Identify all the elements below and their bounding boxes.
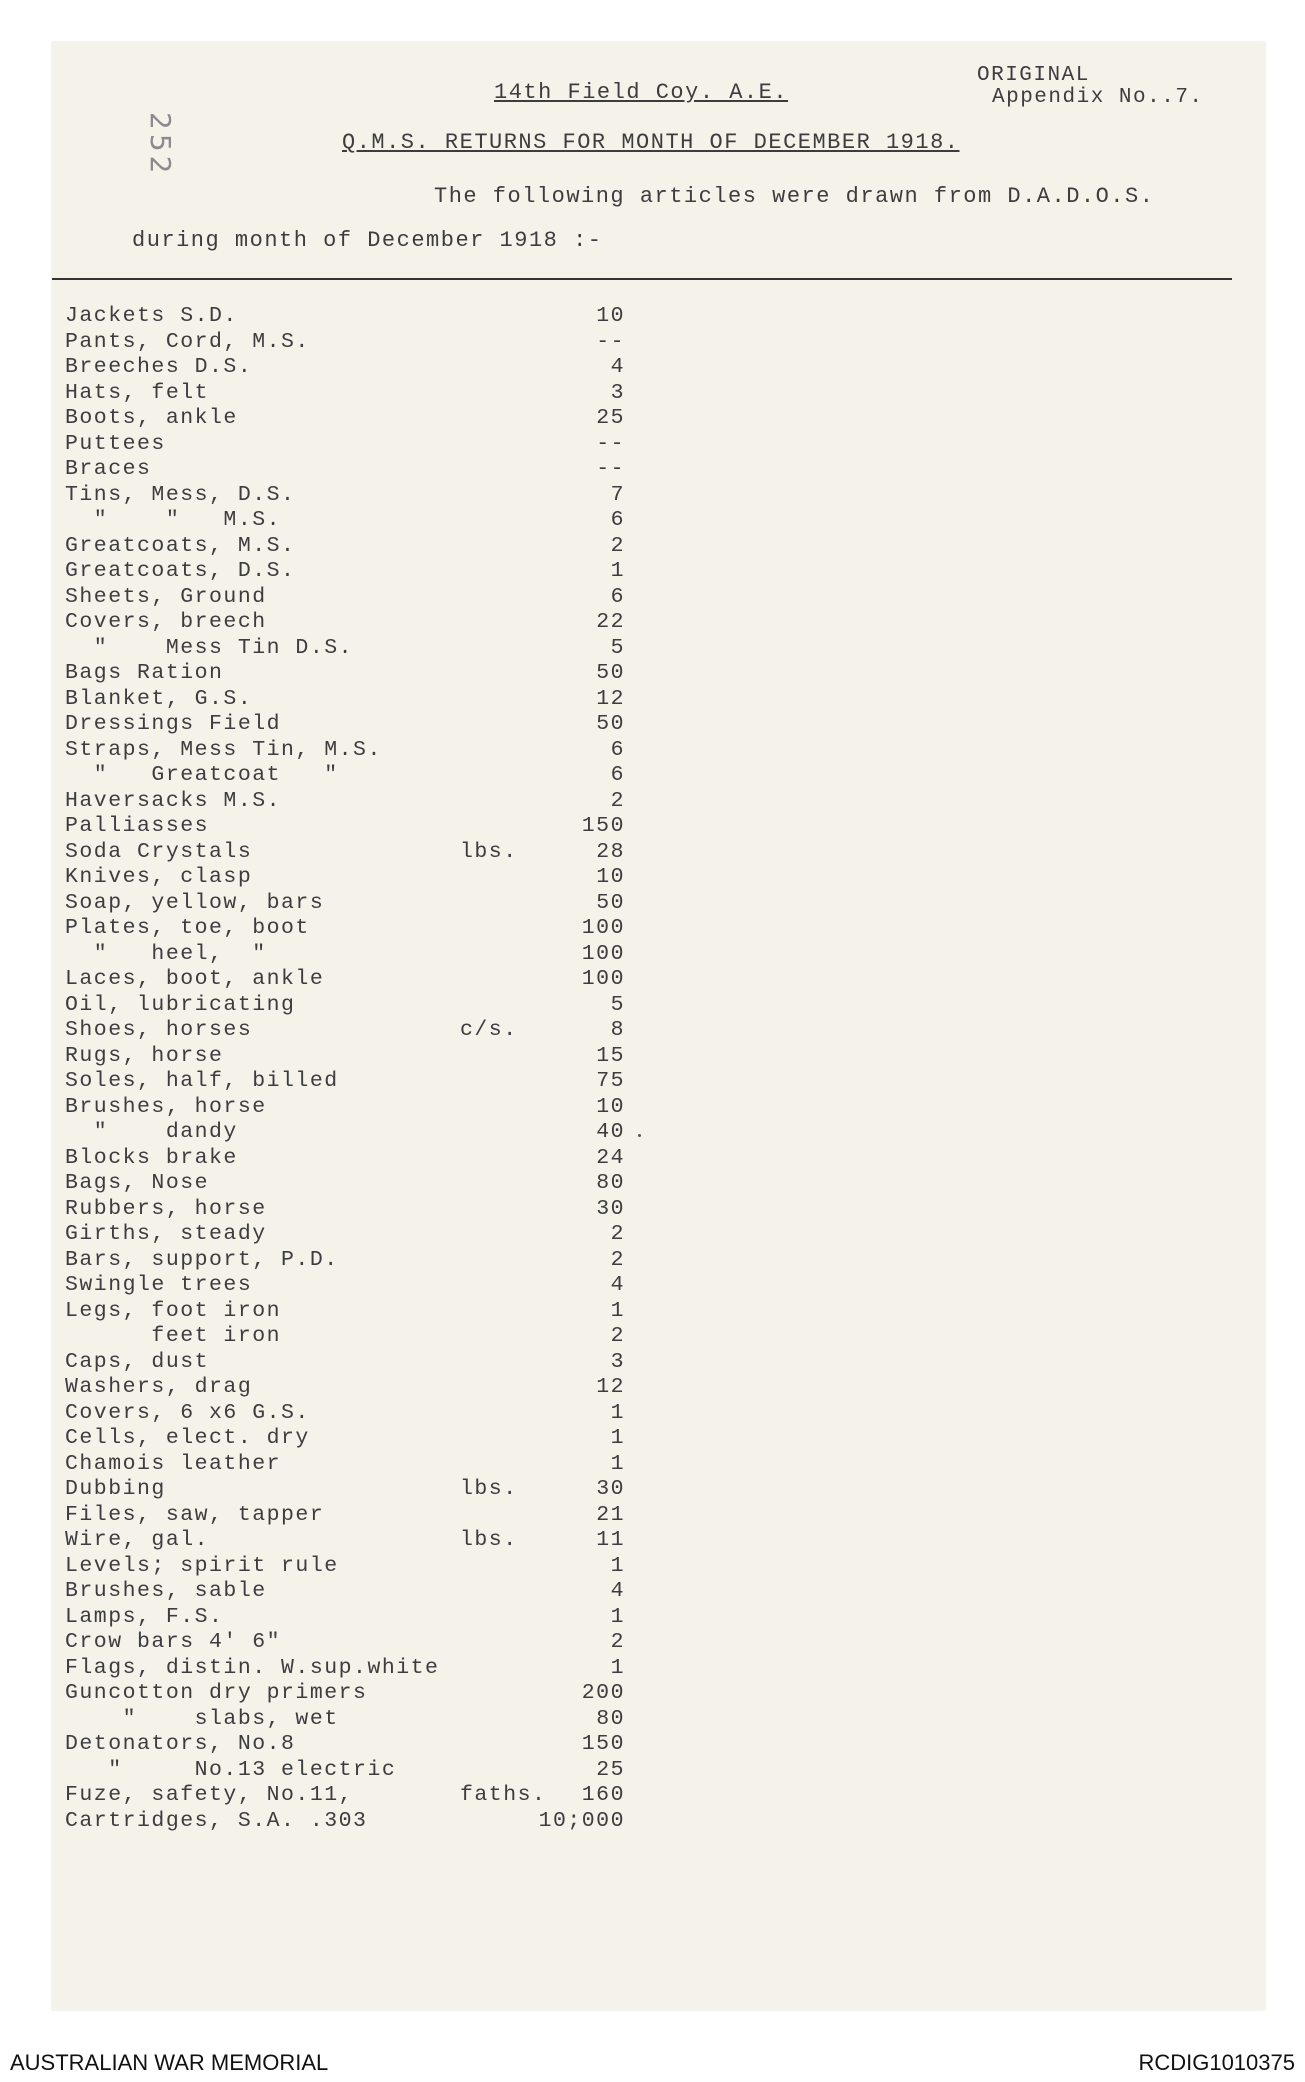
item-quantity: 2 <box>610 1324 625 1348</box>
item-quantity: 30 <box>596 1196 625 1221</box>
item-name: Cells, elect. dry <box>65 1426 310 1450</box>
list-item <box>65 1477 625 1503</box>
item-name: Covers, 6 x6 G.S. <box>65 1400 310 1425</box>
item-name: Swingle trees <box>65 1273 253 1297</box>
item-name: Crow bars 4' 6" <box>65 1630 282 1654</box>
intro-line-2: during month of December 1918 :- <box>132 228 603 253</box>
item-quantity: 22 <box>596 610 625 634</box>
item-quantity: 150 <box>581 1732 625 1756</box>
item-name: Blocks brake <box>65 1145 238 1170</box>
item-name: Haversacks M.S. <box>65 788 282 813</box>
item-name: Dubbing <box>65 1477 166 1501</box>
item-quantity: 100 <box>581 941 625 966</box>
item-quantity: 2 <box>610 1247 625 1272</box>
item-quantity: 25 <box>596 406 625 430</box>
item-name: Greatcoats, D.S. <box>65 559 296 583</box>
item-quantity: 25 <box>596 1757 625 1782</box>
item-name: feet iron <box>65 1324 282 1348</box>
item-name: Levels; spirit rule <box>65 1553 339 1578</box>
list-item <box>65 1146 625 1172</box>
appendix-label: Appendix No..7. <box>992 86 1204 109</box>
item-quantity: 100 <box>581 967 625 991</box>
list-item <box>65 814 625 840</box>
item-unit: faths. <box>460 1783 547 1807</box>
item-quantity: 10 <box>596 865 625 889</box>
item-quantity: 11 <box>596 1528 625 1552</box>
item-name: Chamois leather <box>65 1451 282 1476</box>
item-name: Soda Crystals <box>65 839 253 864</box>
item-name: " heel, " <box>65 941 267 966</box>
item-unit: lbs. <box>460 839 518 864</box>
item-name: Rubbers, horse <box>65 1196 267 1221</box>
list-item <box>65 1401 625 1427</box>
item-unit: c/s. <box>460 1018 518 1042</box>
list-item <box>65 355 625 381</box>
list-item <box>65 1426 625 1452</box>
item-quantity: 75 <box>596 1069 625 1093</box>
item-name: " " M.S. <box>65 508 282 532</box>
archive-reference: RCDIG1010375 <box>1138 2050 1295 2075</box>
item-quantity: 80 <box>596 1706 625 1731</box>
list-item <box>65 1605 625 1631</box>
list-item <box>65 1299 625 1325</box>
list-item <box>65 763 625 789</box>
list-item <box>65 1707 625 1733</box>
item-quantity: -- <box>596 457 625 481</box>
item-name: " dandy <box>65 1120 238 1144</box>
list-item <box>65 1120 625 1146</box>
item-name: Brushes, sable <box>65 1579 267 1603</box>
item-name: " No.13 electric <box>65 1757 397 1782</box>
item-quantity: 30 <box>596 1477 625 1501</box>
item-name: Fuze, safety, No.11, <box>65 1783 354 1807</box>
item-quantity: 24 <box>596 1145 625 1170</box>
list-item <box>65 967 625 993</box>
item-quantity: 50 <box>596 712 625 736</box>
list-item <box>65 508 625 534</box>
original-stamp-text: ORIGINAL <box>977 64 1090 87</box>
item-name: Caps, dust <box>65 1349 210 1374</box>
item-name: Lamps, F.S. <box>65 1604 224 1629</box>
list-item <box>65 1681 625 1707</box>
list-item <box>65 610 625 636</box>
list-item <box>65 789 625 815</box>
list-item <box>65 585 625 611</box>
list-item <box>65 1069 625 1095</box>
item-name: " Mess Tin D.S. <box>65 635 354 660</box>
list-item <box>65 457 625 483</box>
list-item <box>65 1324 625 1350</box>
list-item <box>65 483 625 509</box>
list-item <box>65 1528 625 1554</box>
item-name: Soap, yellow, bars <box>65 890 325 915</box>
item-name: Covers, breech <box>65 610 267 634</box>
item-name: Plates, toe, boot <box>65 916 310 940</box>
list-item <box>65 1656 625 1682</box>
list-item <box>65 687 625 713</box>
item-name: Wire, gal. <box>65 1528 210 1552</box>
item-quantity: 1 <box>610 1655 625 1680</box>
item-quantity: 6 <box>610 584 625 609</box>
ink-speck <box>638 1134 641 1137</box>
item-quantity: 4 <box>610 355 625 379</box>
list-item <box>65 712 625 738</box>
list-item <box>65 916 625 942</box>
item-quantity: -- <box>596 431 625 456</box>
item-quantity: 6 <box>610 737 625 762</box>
item-unit: lbs. <box>460 1528 518 1552</box>
item-quantity: 7 <box>610 482 625 507</box>
item-name: Brushes, horse <box>65 1094 267 1119</box>
list-item <box>65 1452 625 1478</box>
item-quantity: 1 <box>610 1298 625 1323</box>
item-name: Boots, ankle <box>65 406 238 430</box>
list-item <box>65 1273 625 1299</box>
item-name: Flags, distin. W.sup.white <box>65 1655 440 1680</box>
item-name: Laces, boot, ankle <box>65 967 325 991</box>
item-quantity: 10 <box>596 1094 625 1119</box>
list-item <box>65 1809 625 1835</box>
item-quantity: 12 <box>596 1375 625 1399</box>
list-item <box>65 1222 625 1248</box>
folio-number: 252 <box>144 112 177 178</box>
list-item <box>65 534 625 560</box>
list-item <box>65 406 625 432</box>
list-item <box>65 1018 625 1044</box>
list-item <box>65 1095 625 1121</box>
item-name: Jackets S.D. <box>65 304 238 328</box>
list-item <box>65 1732 625 1758</box>
list-item <box>65 1554 625 1580</box>
item-quantity: 50 <box>596 661 625 685</box>
item-quantity: 3 <box>610 380 625 405</box>
list-item <box>65 330 625 356</box>
item-quantity: 1 <box>610 1426 625 1450</box>
item-quantity: 100 <box>581 916 625 940</box>
item-quantity: 2 <box>610 788 625 813</box>
item-name: Sheets, Ground <box>65 584 267 609</box>
item-name: Legs, foot iron <box>65 1298 282 1323</box>
item-quantity: 4 <box>610 1273 625 1297</box>
list-item <box>65 1630 625 1656</box>
item-quantity: 5 <box>610 635 625 660</box>
list-item <box>65 738 625 764</box>
list-item <box>65 1248 625 1274</box>
item-unit: lbs. <box>460 1477 518 1501</box>
item-name: Breeches D.S. <box>65 355 253 379</box>
document-page <box>52 42 1265 2010</box>
list-item <box>65 865 625 891</box>
item-name: Soles, half, billed <box>65 1069 339 1093</box>
item-name: Dressings Field <box>65 712 282 736</box>
list-item <box>65 381 625 407</box>
item-quantity: -- <box>596 329 625 354</box>
document-title: Q.M.S. RETURNS FOR MONTH OF DECEMBER 1918. <box>342 130 960 155</box>
item-quantity: 6 <box>610 763 625 787</box>
item-quantity: 1 <box>610 1400 625 1425</box>
item-quantity: 5 <box>610 992 625 1017</box>
list-item <box>65 993 625 1019</box>
item-quantity: 200 <box>581 1681 625 1705</box>
item-quantity: 10 <box>596 304 625 328</box>
item-name: Hats, felt <box>65 380 210 405</box>
item-name: " slabs, wet <box>65 1706 339 1731</box>
list-item <box>65 1503 625 1529</box>
list-item <box>65 1783 625 1809</box>
item-quantity: 15 <box>596 1043 625 1068</box>
item-quantity: 3 <box>610 1349 625 1374</box>
item-name: Girths, steady <box>65 1222 267 1246</box>
list-item <box>65 432 625 458</box>
unit-heading: 14th Field Coy. A.E. <box>494 80 789 105</box>
list-item <box>65 1375 625 1401</box>
item-name: Pants, Cord, M.S. <box>65 329 310 354</box>
intro-line-1: The following articles were drawn from D.A.D.O.S. <box>434 184 1155 209</box>
item-quantity: 4 <box>610 1579 625 1603</box>
item-quantity: 1 <box>610 1604 625 1629</box>
list-item <box>65 891 625 917</box>
list-item <box>65 840 625 866</box>
item-quantity: 28 <box>596 839 625 864</box>
list-item <box>65 1350 625 1376</box>
list-item <box>65 304 625 330</box>
item-quantity: 1 <box>610 559 625 583</box>
item-name: Washers, drag <box>65 1375 253 1399</box>
item-quantity: 80 <box>596 1171 625 1195</box>
articles-list <box>65 304 625 1834</box>
item-quantity: 6 <box>610 508 625 532</box>
item-name: Detonators, No.8 <box>65 1732 296 1756</box>
list-item <box>65 1044 625 1070</box>
item-name: Bags Ration <box>65 661 224 685</box>
header-divider <box>52 278 1232 280</box>
item-name: Braces <box>65 457 152 481</box>
item-quantity: 2 <box>610 1630 625 1654</box>
item-quantity: 40 <box>596 1120 625 1144</box>
item-quantity: 50 <box>596 890 625 915</box>
list-item <box>65 1758 625 1784</box>
item-quantity: 2 <box>610 533 625 558</box>
item-name: Files, saw, tapper <box>65 1502 325 1527</box>
item-name: Palliasses <box>65 814 210 838</box>
item-name: Greatcoats, M.S. <box>65 533 296 558</box>
item-quantity: 12 <box>596 686 625 711</box>
item-name: Blanket, G.S. <box>65 686 253 711</box>
list-item <box>65 1579 625 1605</box>
list-item <box>65 942 625 968</box>
item-name: Cartridges, S.A. .303 <box>65 1808 368 1833</box>
item-quantity: 160 <box>581 1783 625 1807</box>
list-item <box>65 636 625 662</box>
item-quantity: 2 <box>610 1222 625 1246</box>
archive-credit: AUSTRALIAN WAR MEMORIAL <box>10 2050 329 2075</box>
list-item <box>65 1197 625 1223</box>
item-quantity: 8 <box>610 1018 625 1042</box>
item-name: Puttees <box>65 431 166 456</box>
item-name: Straps, Mess Tin, M.S. <box>65 737 382 762</box>
list-item <box>65 1171 625 1197</box>
list-item <box>65 661 625 687</box>
item-name: Bars, support, P.D. <box>65 1247 339 1272</box>
item-name: Guncotton dry primers <box>65 1681 368 1705</box>
item-name: Knives, clasp <box>65 865 253 889</box>
list-item <box>65 559 625 585</box>
item-name: Tins, Mess, D.S. <box>65 482 296 507</box>
item-quantity: 1 <box>610 1553 625 1578</box>
item-name: Bags, Nose <box>65 1171 210 1195</box>
item-quantity: 21 <box>596 1502 625 1527</box>
item-quantity: 150 <box>581 814 625 838</box>
item-quantity: 1 <box>610 1451 625 1476</box>
item-name: " Greatcoat " <box>65 763 339 787</box>
item-name: Oil, lubricating <box>65 992 296 1017</box>
item-quantity: 10;000 <box>538 1808 625 1833</box>
item-name: Rugs, horse <box>65 1043 224 1068</box>
item-name: Shoes, horses <box>65 1018 253 1042</box>
